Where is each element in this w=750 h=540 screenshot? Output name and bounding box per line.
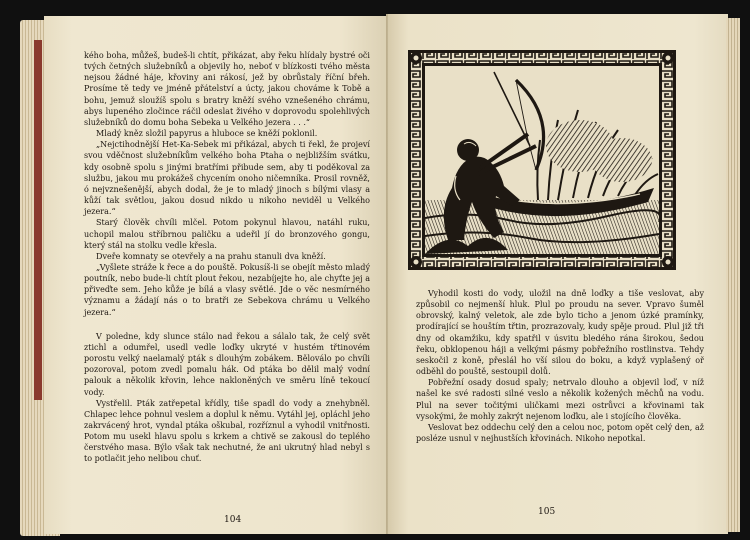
- right-page: [388, 14, 728, 534]
- paragraph: Vyhodil kosti do vody, uložil na dně loďky a tiše veslovat, aby způsobil co nejmenší hluk. Plul po proudu na sever. Vpravo šuměl obrovský, kalný veletok, ale zde bylo ticho a jenom úzké pramínky, prodírající se houštím třtin, prozrazovaly, kudy spěje proud. Plul již tři dny od okamžiku, kdy spatřil v úsvitu bledého rána širokou, šedou řeku, obklopenou háji a velkými pásmy pobřežního rostlinstva. Tehdy seskočil z koně, přeslál ho vší silou do boku, a když vyplašený oř odběhl do pouště, sestoupil dolů.: [416, 289, 704, 377]
- paragraph: Dveře komnaty se otevřely a na prahu stanuli dva kněží.: [96, 251, 326, 261]
- left-page-text: [84, 50, 370, 465]
- paragraph: „Nejctihodnější Het-Ka-Sebek mi přikázal, abych ti řekl, že projeví svou vděčnost služebníkům velkého boha Ptaha o nejbližším svátku, kdy osobně spolu s jinými bratřími přibude sem, aby ti poděkoval za službu, jakou mu prokážeš chycením onoho ničemníka. Prosil rovněž, ó nejvznešenější, abych dodal, že je to mladý jinoch s bílými vlasy a kůží tak světlou, jakou dosud nikdo u nikoho neviděl u Velkého jezera.“: [84, 140, 370, 217]
- woodcut-archer-in-boat-icon: [408, 50, 676, 270]
- paragraph: Pobřežní osady dosud spaly; netrvalo dlouho a objevil loď, v níž našel ke své radosti silné veslo a několik kožených měchů na vodu. Plul na sever točitými uličkami mezi ostrůvci a křovinami tak vysokými, že mohly zakrýt nejenom loďku, ale i stojícího člověka.: [416, 378, 704, 421]
- paragraph: kého boha, můžeš, budeš-li chtít, přikázat, aby řeku hlídaly bystré oči tvých četných služebníků a objevily ho, neboť v blízkosti tvého města nejsou žádné háje, křoviny ani rákosí, jež by obrůstaly říční břeh. Prosíme tě tedy ve jméně přátelství a úcty, jakou chováme k Tobě a bohu, jemuž sloužíš spolu s bratry kněží svého vznešeného chrámu, abys lupeného zločince ráčil odeslat živého v doprovodu spolehlivých služebníků do domu boha Sebeka u Velkého jezera . . .“: [84, 51, 370, 127]
- paragraph: Vystřelil. Pták zatřepetal křídly, tiše spadl do vody a znehybněl. Chlapec lehce pohnul veslem a doplul k němu. Vytáhl jej, opláchl jeho zakrvácený hrot, vyndal ptáka oškubal, rozříznul a vyhodil vnitřnosti. Potom mu usekl hlavu spolu s krkem a chtivě se zakousl do teplého čerstvého masa. Býlo však tak nechutné, že ani ukrutný hlad nebyl s to potlačit jeho nelibou chuť.: [84, 398, 370, 464]
- woodcut-illustration: [408, 50, 676, 270]
- paragraph: „Vyšlete stráže k řece a do pouště. Pokusíš-li se obejít město mladý poutník, nebo bude-li chtít plout řekou, nezabíjejte ho, ale chyťte jej a přiveďte sem. Jeho kůže je bílá a vlasy světlé. Jde o věc nesmírného významu a žádají nás o to bratři ze Sebekova chrámu u Velkého jezera.“: [84, 262, 370, 317]
- page-number-left: 104: [224, 515, 242, 525]
- paragraph: Mladý kněz složil papyrus a hluboce se kněží poklonil.: [96, 129, 318, 139]
- book-binding: [34, 40, 42, 400]
- paragraph: Veslovat bez oddechu celý den a celou noc, potom opět celý den, až posléze usnul v nejhustších křovinách. Nikoho nepotkal.: [416, 422, 704, 444]
- paragraph: V poledne, kdy slunce stálo nad řekou a sálalo tak, že celý svět ztichl a odumřel, usedl vedle loďky ukryté v hustém třtinovém porostu velký naelamalý pták s dlouhým zobákem. Běloválo po chvíli pozoroval, potom zvedl pomalu hák. Od ptáka bo dělil malý vodní palouk a několik křovin, lehce nakloněných ve směru líně tekoucí vody.: [84, 331, 370, 397]
- right-page-text: [416, 288, 704, 444]
- page-edges-right: [726, 18, 740, 532]
- left-page: [44, 16, 392, 534]
- paragraph: Starý člověk chvíli mlčel. Potom pokynul hlavou, natáhl ruku, uchopil malou stříbrnou paličku a udeřil jí do bronzového gongu, který stál na stolku vedle křesla.: [84, 218, 370, 250]
- page-number-right: 105: [538, 507, 556, 517]
